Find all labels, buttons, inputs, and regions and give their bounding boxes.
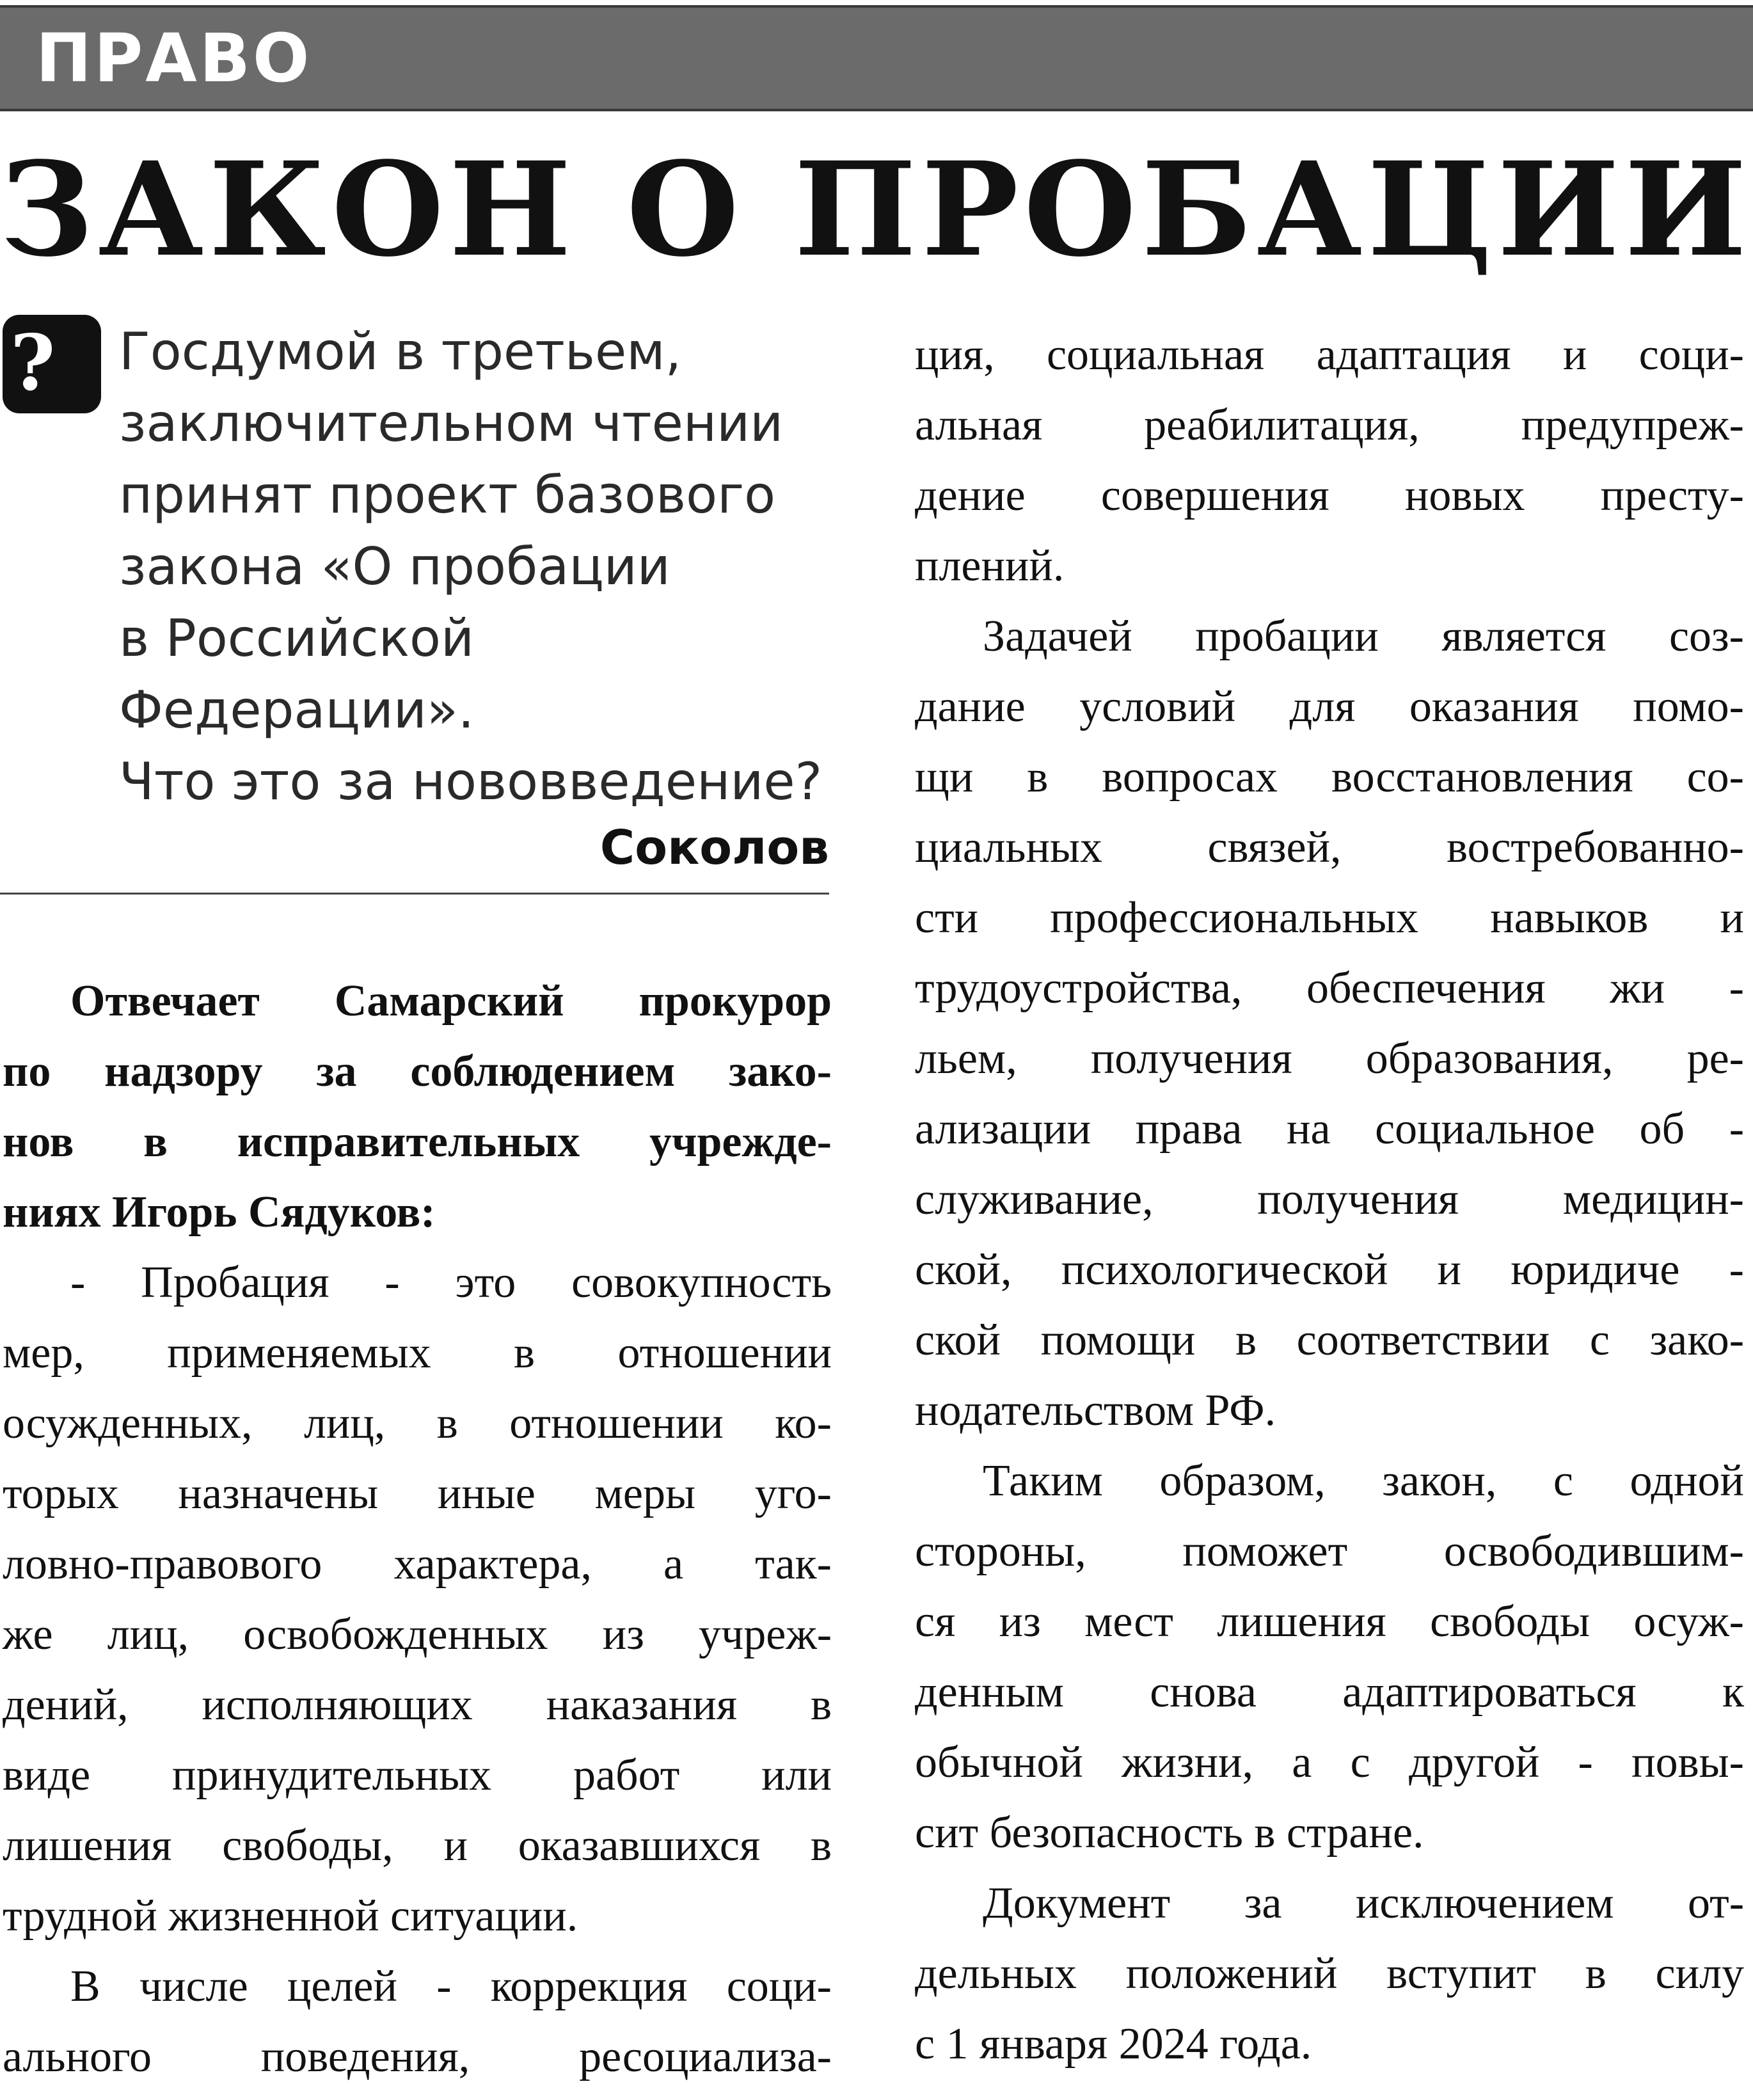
article-line: стороны, поможет освободившим- bbox=[915, 1527, 1744, 1576]
question-line: Что это за нововведение? bbox=[119, 752, 823, 811]
rubric-label: ПРАВО bbox=[36, 19, 312, 97]
article-line: ция, социальная адаптация и соци- bbox=[915, 330, 1744, 379]
question-line: закона «О пробации bbox=[119, 537, 670, 596]
question-badge-icon bbox=[3, 315, 101, 413]
rubric-bar bbox=[0, 5, 1753, 111]
article-line: ализации права на социальное об - bbox=[915, 1104, 1744, 1154]
question-line: Госдумой в третьем, bbox=[119, 322, 682, 381]
article-line: сит безопасность в стране. bbox=[915, 1808, 1424, 1857]
article-line: альная реабилитация, предупреж- bbox=[915, 401, 1744, 450]
article-line: дание условий для оказания помо- bbox=[915, 682, 1744, 731]
article-line: ской, психологической и юридиче - bbox=[915, 1245, 1744, 1294]
question-line: заключительном чтении bbox=[119, 394, 784, 453]
article-line: циальных связей, востребованно- bbox=[915, 823, 1744, 872]
article-line: дений, исполняющих наказания в bbox=[3, 1680, 832, 1730]
answer-intro-line: нов в исправительных учрежде- bbox=[3, 1117, 832, 1166]
article-line: торых назначены иные меры уго- bbox=[3, 1469, 832, 1518]
article-line: обычной жизни, а с другой - повы- bbox=[915, 1738, 1744, 1787]
reader-question bbox=[119, 316, 842, 818]
article-line: мер, применяемых в отношении bbox=[3, 1328, 832, 1378]
article-line: сти профессиональных навыков и bbox=[915, 893, 1744, 943]
article-line: трудной жизненной ситуации. bbox=[3, 1891, 578, 1941]
article-line: - Пробация - это совокупность bbox=[70, 1258, 832, 1307]
article-line: дение совершения новых престу- bbox=[915, 471, 1744, 520]
article-line: с 1 января 2024 года. bbox=[915, 2019, 1312, 2069]
article-line: ской помощи в соответствии с зако- bbox=[915, 1316, 1744, 1365]
article-line: щи в вопросах восстановления со- bbox=[915, 752, 1744, 802]
question-line: Федерации». bbox=[119, 680, 475, 740]
article-line: ловно-правового характера, а так- bbox=[3, 1539, 832, 1589]
article-column-right bbox=[915, 320, 1744, 2080]
article-line: виде принудительных работ или bbox=[3, 1751, 832, 1800]
answer-intro-line: Отвечает Самарский прокурор bbox=[70, 976, 832, 1026]
article-line: дельных положений вступит в силу bbox=[915, 1949, 1744, 1998]
article-line: лишения свободы, и оказавшихся в bbox=[3, 1821, 832, 1870]
article-line: денным снова адаптироваться к bbox=[915, 1667, 1744, 1717]
article-line: ального поведения, ресоциализа- bbox=[3, 2032, 832, 2081]
article-line: льем, получения образования, ре- bbox=[915, 1034, 1744, 1083]
article-line: Таким образом, закон, с одной bbox=[983, 1456, 1744, 1506]
question-mark: ? bbox=[10, 318, 56, 408]
article-line: ся из мест лишения свободы осуж- bbox=[915, 1597, 1744, 1646]
question-line: принят проект базового bbox=[119, 465, 776, 525]
article-line: нодательством РФ. bbox=[915, 1386, 1276, 1435]
divider bbox=[0, 893, 829, 895]
answer-intro-line: ниях Игорь Сядуков: bbox=[3, 1188, 436, 1237]
question-author: Соколов bbox=[599, 820, 829, 875]
article-line: служивание, получения медицин- bbox=[915, 1175, 1744, 1224]
question-line: в Российской bbox=[119, 609, 474, 668]
article-line: осужденных, лиц, в отношении ко- bbox=[3, 1399, 832, 1448]
article-line: Задачей пробации является соз- bbox=[983, 612, 1744, 661]
article-line: В числе целей - коррекция соци- bbox=[70, 1962, 832, 2011]
article-line: же лиц, освобожденных из учреж- bbox=[3, 1610, 832, 1659]
article-line: трудоустройства, обеспечения жи - bbox=[915, 964, 1744, 1013]
article-line: плений. bbox=[915, 541, 1065, 591]
answer-intro-line: по надзору за соблюдением зако- bbox=[3, 1047, 832, 1096]
headline: ЗАКОН О ПРОБАЦИИ bbox=[0, 133, 1752, 285]
article-column-left bbox=[3, 966, 832, 2092]
article-line: Документ за исключением от- bbox=[983, 1879, 1744, 1928]
